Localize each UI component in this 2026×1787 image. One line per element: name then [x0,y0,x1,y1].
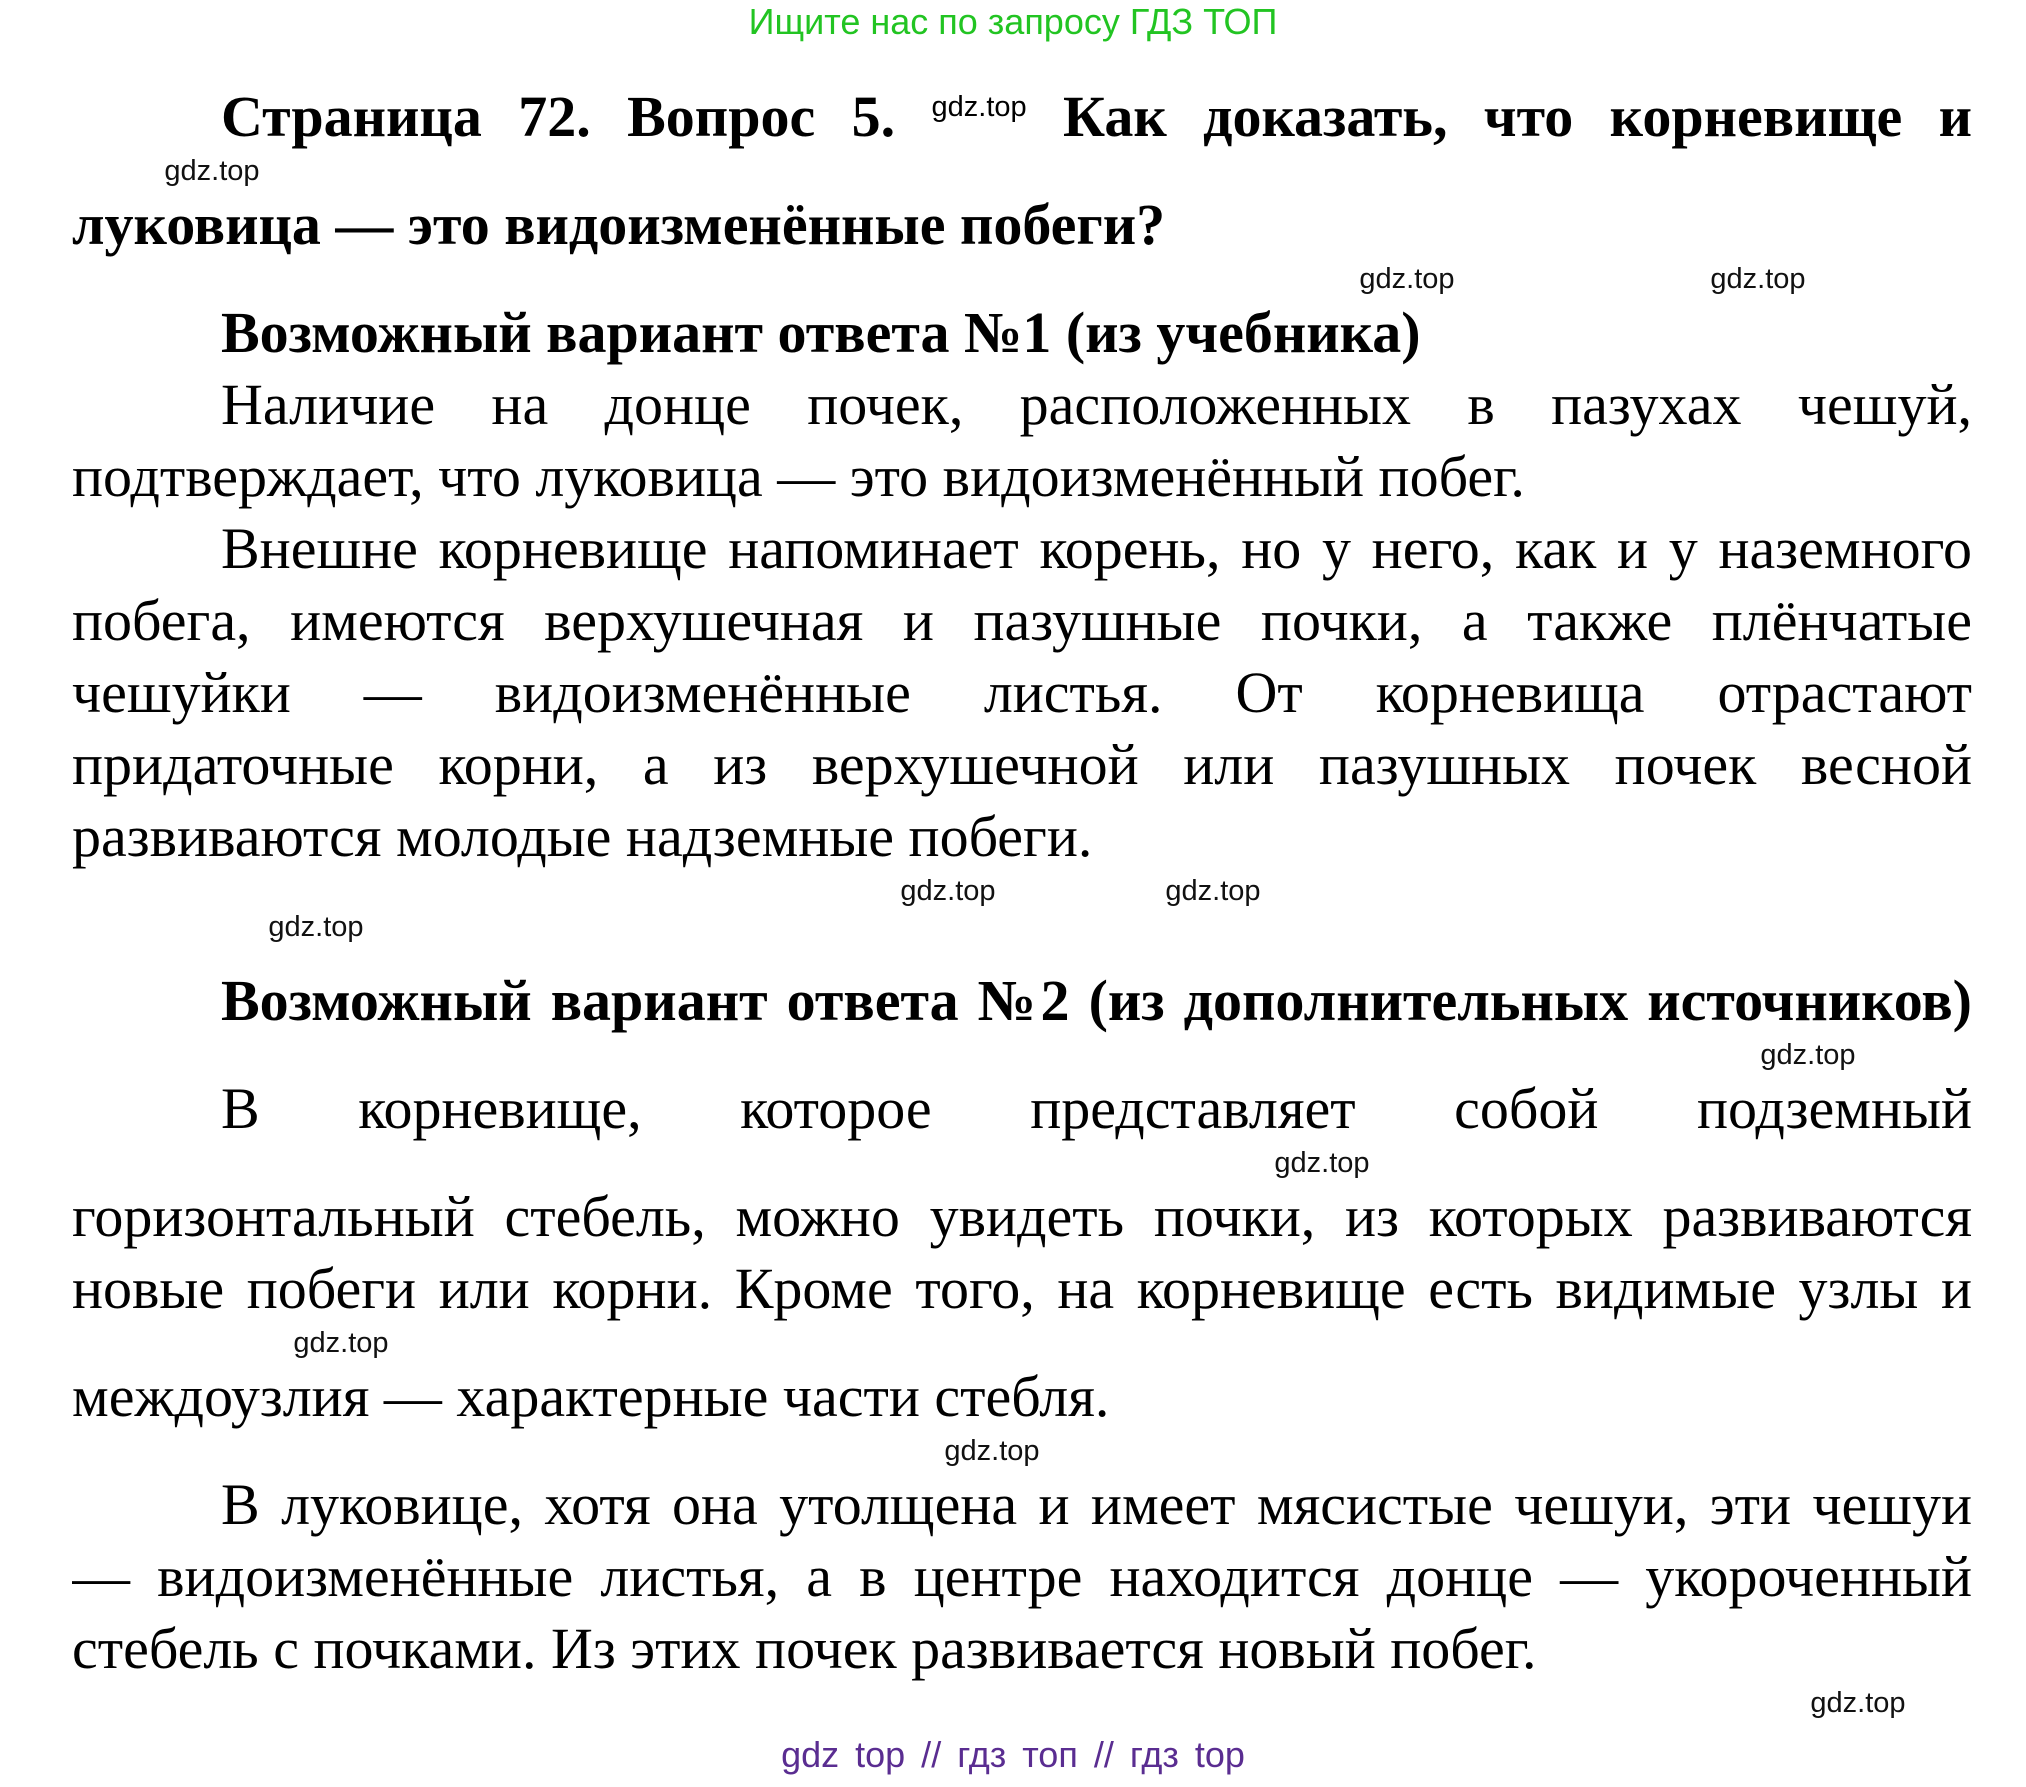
answer2-line: междоузлия — характерные части стебля. [72,1364,1110,1429]
footer-link[interactable]: gdz top // гдз топ // гдз top [781,1734,1245,1775]
question-text: Как доказать, что корневище и [1063,84,1972,149]
watermark-row [0,873,2026,909]
watermark: gdz.top [931,91,1027,123]
section-spacer [0,945,2026,965]
watermark-row [0,1325,2026,1361]
answer1-line: Внешне корневище напоминает корень, но у него, как и у наземного [221,516,1972,581]
watermark: gdz.top [1359,263,1455,295]
watermark-row [0,1433,2026,1469]
watermark: gdz.top [1274,1147,1370,1179]
answer1-line: развиваются молодые надземные побеги. [72,804,1093,869]
watermark: gdz.top [1760,1039,1856,1071]
answer1-line: подтверждает, что луковица — это видоизменённый побег. [72,444,1525,509]
answer1-heading: Возможный вариант ответа №1 (из учебника) [221,300,1421,365]
watermark: gdz.top [268,911,364,943]
watermark-row [0,1037,2026,1073]
answer2-line: горизонтальный стебель, можно увидеть почки, из которых развиваются [72,1184,1972,1249]
watermark-row [0,909,2026,945]
watermark: gdz.top [1710,263,1806,295]
question-line-2: луковица — это видоизменённые побеги? [72,192,1166,257]
answer2-line: новые побеги или корни. Кроме того, на корневище есть видимые узлы и [72,1256,1972,1321]
watermark-row [0,1145,2026,1181]
watermark: gdz.top [944,1435,1040,1467]
answer1-line: чешуйки — видоизменённые листья. От корневища отрастают [72,660,1972,725]
watermark-row [0,153,2026,189]
watermark: gdz.top [900,875,996,907]
watermark: gdz.top [293,1327,389,1359]
watermark-row [0,1685,2026,1721]
answer1-line: Наличие на донце почек, расположенных в пазухах чешуй, [221,372,1972,437]
answer2-line: — видоизменённые листья, а в центре находится донце — укороченный [72,1544,1972,1609]
watermark: gdz.top [1165,875,1261,907]
watermark: gdz.top [1810,1687,1906,1719]
answer2-line: стебель с почками. Из этих почек развивается новый побег. [72,1616,1537,1681]
answer2-line: В корневище, которое представляет собой подземный [221,1076,1972,1141]
question-label: Страница 72. Вопрос 5. [221,84,896,149]
watermark-row [0,261,2026,297]
answer2-heading: Возможный вариант ответа №2 (из дополнительных источников) [221,968,1972,1033]
answer2-line: В луковице, хотя она утолщена и имеет мясистые чешуи, эти чешуи [221,1472,1972,1537]
answer1-line: побега, имеются верхушечная и пазушные почки, а также плёнчатые [72,588,1972,653]
answer1-line: придаточные корни, а из верхушечной или пазушных почек весной [72,732,1972,797]
question-line-1 [221,81,1972,153]
watermark: gdz.top [164,155,260,187]
top-banner: Ищите нас по запросу ГДЗ ТОП [748,1,1278,42]
